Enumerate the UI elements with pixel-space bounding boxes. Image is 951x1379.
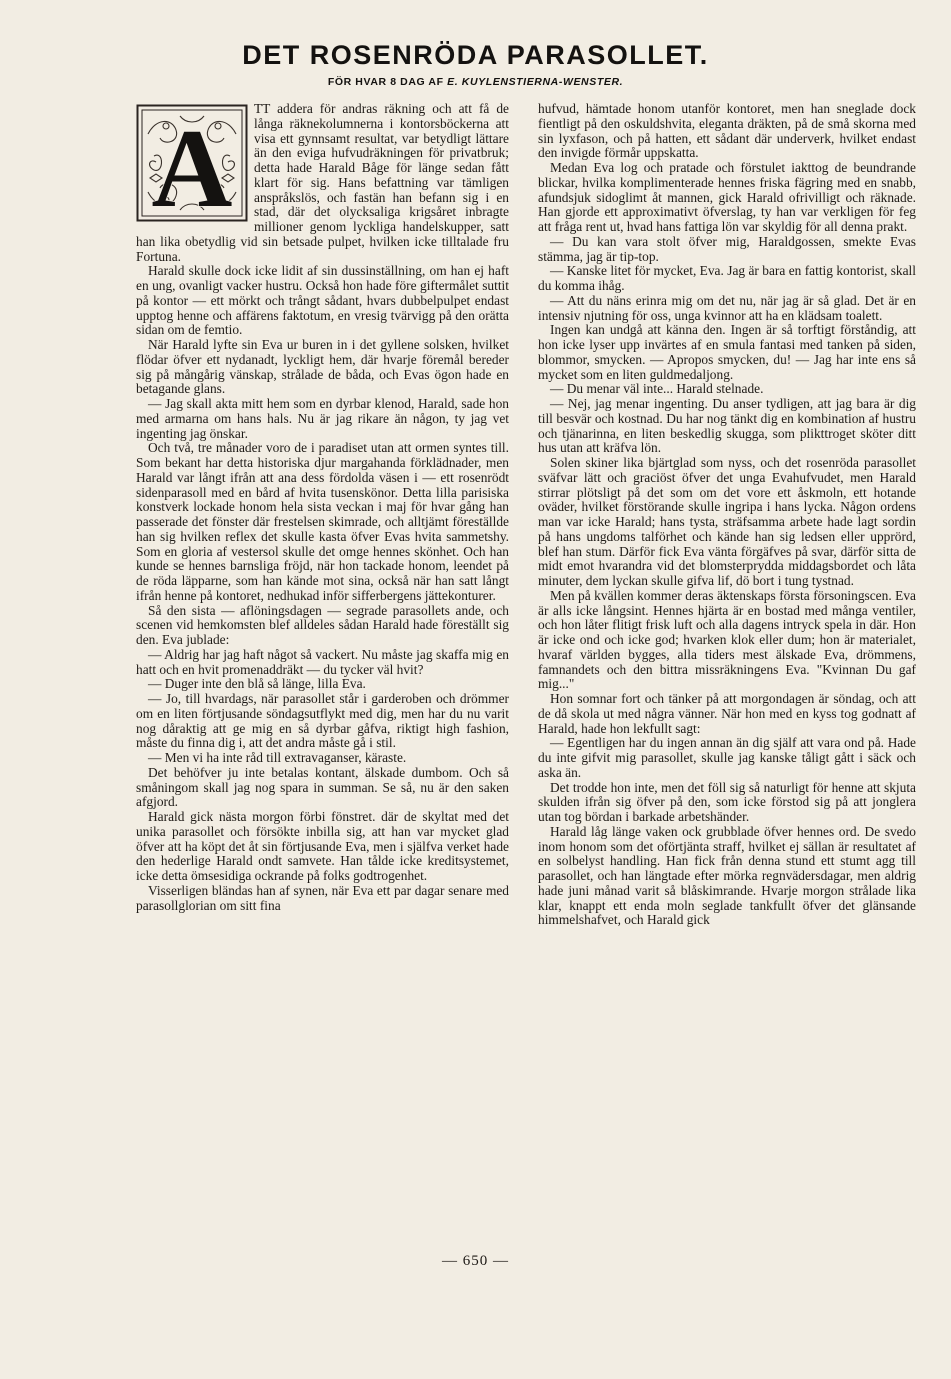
drop-cap-initial — [136, 104, 248, 222]
paragraph: Och två, tre månader voro de i paradiset utan att ormen syntes till. Som bekant har detta historiska djur margahanda förklädnader, men Harald var långt ifrån att ana dess fördolda väsen i — ett rosenrödt sidenparasoll med en bård af hvita tusenskönor. Detta lilla parisiska konstverk lockade honom hela sista veckan i maj för hvar gång han passerade det fönster där frestelsen skimrade, och alltjämt föreställde han sig hvilken reflex det skulle kasta öfver Evas hvita sammetshy. Som en gloria af vestersol skulle det omge hennes skönhet. Och han kunde se hennes barnsliga fröjd, när hon tackade honom, leendet på de röda läpparne, som han kände mot sina, också när han satt långt ifrån henne på kontoret, nedhukad inför sifferbergens jättekonturer. — [136, 440, 509, 603]
paragraph: — Jo, till hvardags, när parasollet står i garderoben och drömmer om en liten förtjusande söndagsutflykt med dig, men har du nu varit nog dåraktig att ge mig en så dyrbar gåfva, riktigt high fashion, måste du finna dig i, att det andra måste gå i stil. — [136, 691, 509, 751]
paragraph: hufvud, hämtade honom utanför kontoret, men han sneglade dock fientligt på den oskuldshvita, eleganta dräkten, på de små skorna med sin lyxfason, och på hatten, ett sådant där underverk, hvilket endast den invigde förmår uppskatta. — [538, 102, 916, 161]
paragraph: — Jag skall akta mitt hem som en dyrbar klenod, Harald, sade hon med armarna om hans hals. Nu är jag rikare än någon, ty jag vet ingenting jag önskar. — [136, 396, 509, 441]
paragraph: — Kanske litet för mycket, Eva. Jag är bara en fattig kontorist, skall du komma ihåg. — [538, 263, 916, 293]
page-number: — 650 — — [442, 1253, 509, 1269]
paragraph: Så den sista — aflöningsdagen — segrade parasollets ande, och scenen vid hemkomsten blef alldeles sådan Harald hade föreställt sig den. Eva jublade: — [136, 602, 509, 647]
paragraph: Visserligen bländas han af synen, när Eva ett par dagar senare med parasollglorian om sitt fina — [136, 882, 509, 913]
paragraph: — Att du näns erinra mig om det nu, när jag är så glad. Det är en intensiv njutning för oss, unga kvinnor att ha en klädsam toalett. — [538, 292, 916, 323]
paragraph: Medan Eva log och pratade och förstulet iakttog de beundrande blickar, hvilka komplimenterade hennes friska fägring med en snabb, afundsjuk sidoglimt åt mannen, gick Harald ofrivilligt och räknade. Han gjorde ett approximativt öfverslag, ty han var verkligen för feg att fråga rent ut, hvad hans fattiga lön var skyldig för all denna prakt. — [538, 160, 916, 234]
byline-author: E. KUYLENSTIERNA-WENSTER. — [447, 76, 624, 88]
byline-prefix: FÖR HVAR 8 DAG AF — [327, 76, 444, 88]
paragraph: Solen skiner lika bjärtglad som nyss, och det rosenröda parasollet sväfvar lätt och graciöst öfver det unga Evahufvudet, men Harald stirrar plötsligt på det som om det vore ett åskmoln, ett hotande oväder, hvilket förstörande skulle ingripa i hans lycka. Någon ordens man var icke Harald; hans tysta, sträfsamma arbete hade lagt sordin på hans ungdoms talförhet och kände han sig ledsen eller upprörd, blef han stum. Därför fick Eva vänta förgäfves på svar, därför sitta de midt emot hvarandra vid det blomsterprydda middagsbordet och låta minuter, dem lyckan skulle gifva lif, dö bort i tung tystnad. — [538, 455, 916, 588]
paragraph: — Men vi ha inte råd till extravaganser, käraste. — [148, 750, 407, 765]
right-column-text — [538, 102, 916, 928]
paragraph: — Nej, jag menar ingenting. Du anser tydligen, att jag bara är dig till besvär och kostnad. Du har nog tänkt dig en kombination af hustru och tjänarinna, en liten beskedlig skugga, som plikttroget sköter ditt hus utan att kräfva lön. — [538, 396, 916, 456]
paragraph: — Duger inte den blå så länge, lilla Eva. — [148, 676, 366, 692]
paragraph: Ingen kan undgå att känna den. Ingen är så torftigt förståndig, att hon icke lyser upp invärtes af en smula fantasi med tanken på siden, blommor, smycken. — Apropos smycken, du! — Jag har inte ens så mycket som en liten guldmedaljong. — [538, 322, 916, 382]
paragraph: Det behöfver ju inte betalas kontant, älskade dumbom. Och så småningom skall jag nog spara in summan. Se så, nu är den saken afgjord. — [136, 764, 509, 810]
left-column-text — [136, 102, 509, 913]
right-column — [538, 102, 916, 1237]
drop-cap-letter: A — [151, 107, 233, 222]
left-column — [136, 102, 509, 1237]
paragraph: — Du kan vara stolt öfver mig, Haraldgossen, smekte Evas stämma, jag är tip-top. — [538, 233, 916, 264]
paragraph: Harald gick nästa morgon förbi fönstret. där de skyltat med det unika parasollet och försökte inbilla sig, att han var mycket glad öfver att ha köpt det åt sin förtjusande Eva, men i själfva verket hade den hederlige Harald ondt samvete. Han tålde icke kreditsystemet, icke detta ömsesidiga ockrande på folks godtrogenhet. — [136, 809, 509, 883]
paragraph: Hon somnar fort och tänker på att morgondagen är söndag, och att de då skola ut med några vänner. När hon med en kyss tog godnatt af Harald, hade hon lekfullt sagt: — [538, 691, 916, 736]
paragraph: — Egentligen har du ingen annan än dig själf att vara ond på. Hade du inte gifvit mig parasollet, skulle jag kanske tåligt gått i säck och aska än. — [538, 735, 916, 780]
paragraph: Men på kvällen kommer deras äktenskaps första försoningscen. Eva är alls icke långsint. Hennes hjärta är en bostad med många ventiler, och hon låter flitigt frisk luft och alla dagens intryck spela in där. Hon är icke ond och icke god; hvarken klok eller dum; hon är materialet, hvaraf världen bygges, alla tiders mest älskade Eva, drömmens, famnandets och den bittra missräkningens Eva. "Kvinnan Du gaf mig..." — [538, 587, 916, 692]
paragraph: Harald skulle dock icke lidit af sin dussinställning, om han ej haft en ung, ovanligt vacker hustru. Också hon hade före giftermålet suttit på kontor — ett mörkt och trångt sådant, hvars dubbelpulpet endast upptog henne och affärens faktotum, en vresig tvärvigg på den orätta sidan om de femtio. — [136, 263, 509, 338]
ornament-icon — [136, 104, 248, 222]
paragraph: TT addera för andras räkning och att få de långa räknekolumnerna i kontorsböckerna att visa ett gynnsamt resultat, var betydligt lättare än den eviga hufvudräkningen för privatbruk; detta hade Harald Båge för länge sedan fått klart för sig. Hans befattning var tämligen anspråkslös, och fastän han befann sig i en stad, där det olycksaliga krigsåret inbragte millioner genom lyckliga handelskupper, satt han lika obetydlig vid sin betsade pulpet, hvilken icke tilltalade fru Fortuna. — [136, 102, 509, 264]
paragraph: — Aldrig har jag haft något så vackert. Nu måste jag skaffa mig en hatt och en hvit promenaddräkt — du tycker väl hvit? — [136, 646, 509, 677]
paragraph: — Du menar väl inte... Harald stelnade. — [550, 381, 764, 397]
paragraph: Harald låg länge vaken ock grubblade öfver hennes ord. De svedo inom honom som det oförtjänta straff, hvilket ej sällan är resultatet af en solbelyst handling. Han fick från denna stund ett stumt agg till parasollet, och han längtade efter mörka regnvädersdagar, men aldrig hade juni månad varit så blåskimrande. Hvarje morgon strålade lika klar, knappt ett enda moln seglade tankfullt öfver det glänsande himmelshafvet, och Harald gick — [538, 823, 916, 928]
article-byline — [0, 76, 951, 88]
article-title: DET ROSENRÖDA PARASOLLET. — [242, 40, 709, 70]
paragraph: När Harald lyfte sin Eva ur buren in i det gyllene solsken, hvilket flödar öfver ett nydanadt, lyckligt hem, där hvarje föremål bereder sig på mångårig vänskap, strålade de båda, och Evas ögon hade en betagande glans. — [136, 337, 509, 397]
paragraph: Det trodde hon inte, men det föll sig så naturligt för henne att skjuta skulden ifrån sig öfver på den, som icke förstod sig på att jonglera utan tog bördan i barkade arbetshänder. — [538, 779, 916, 824]
